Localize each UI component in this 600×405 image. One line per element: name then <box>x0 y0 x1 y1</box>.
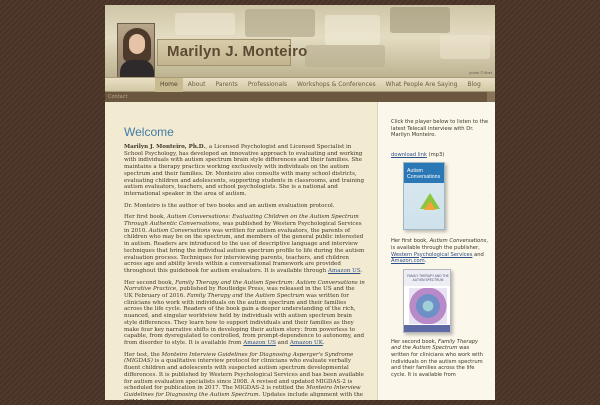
photo-credit: photo © tibet <box>469 70 492 75</box>
main-nav <box>105 77 495 92</box>
book-title: Family Therapy and the Autism Spectrum <box>391 338 479 352</box>
first-book-sidebar-text <box>391 238 489 264</box>
main-content <box>105 102 377 405</box>
download-line <box>391 152 489 159</box>
text: was written for autism evaluators, the parents of children who may be on the spectrum, and members of the general public interested in autism. Readers are introduced to the use of descriptive language and interview techniques that bring the individual autism spectrum profile to life during the autism evaluation process. Techniques for interviewing parents, teachers, and children across age and ability levels within a conversational framework are provided throughout this guidebook for autism evaluators. It is available through <box>124 227 365 274</box>
second-book-paragraph <box>124 280 365 347</box>
text: , is available through the publisher, <box>391 238 488 251</box>
telecall-intro: Click the player below to listen to the latest Telecall interview with Dr. Marilyn Monteiro. <box>391 119 489 139</box>
header-stone-decoration <box>325 15 380 45</box>
text: was written for clinicians who work with individuals on the autism spectrum and their families across the life cycle. Readers of the book gain a deeper understanding of the rich, nuanced, and singular worldview held by individuals with autism spectrum brain style differences. They learn how to support individuals and their families as they make four key narrative shifts in developing their autism story: from powerless to capable, from dysregulated to controlled, from prompt-dependence to autonomy, and from disorder to style. It is available from <box>124 293 365 346</box>
book-title: Autism Conversations <box>429 238 487 245</box>
author-books-paragraph: Dr. Monteiro is the author of two books and an autism evaluation protocol. <box>124 202 335 209</box>
text: Her test, the <box>124 351 162 358</box>
contact-tab[interactable] <box>487 92 495 102</box>
text: Her first book, <box>391 238 430 245</box>
nav-parents[interactable]: Parents <box>215 80 238 88</box>
family-therapy-book-cover[interactable] <box>403 269 451 333</box>
author-name: Marilyn J. Monteiro, Ph.D. <box>124 144 206 150</box>
contact-link[interactable]: Contact <box>108 94 128 100</box>
nav-home[interactable]: Home <box>155 78 183 92</box>
book-title: Autism Conversations: Evaluating Children on the Autism Spectrum Through Authentic Conversations <box>124 214 359 228</box>
amazon-us-link[interactable]: Amazon US <box>327 267 361 274</box>
nav-what-people-are-saying[interactable]: What People Are Saying <box>385 80 458 88</box>
nav-about[interactable]: About <box>187 80 206 88</box>
book-cover-title: Autism Conversations <box>407 168 441 181</box>
text: was written for clinicians who work with individuals on the autism spectrum and their families across the life cycle. It is available from <box>391 345 483 378</box>
text: and <box>472 251 484 258</box>
contact-bar <box>105 92 495 102</box>
page <box>105 5 495 405</box>
sidebar <box>377 102 495 400</box>
intro-paragraph <box>124 144 365 198</box>
header-stone-decoration <box>305 45 385 67</box>
header-stone-decoration <box>390 7 450 33</box>
book-cover-title: FAMILY THERAPY AND THE AUTISM SPECTRUM <box>407 273 449 282</box>
text: , published by Routledge Press, was released in the US and the UK February of 2016. <box>124 286 355 300</box>
site-title[interactable]: Marilyn J. Monteiro <box>167 43 308 60</box>
wps-link[interactable]: Western Psychological Services <box>391 251 473 258</box>
text: . <box>322 339 325 346</box>
text: , was published by Western Psychological Services in 2010. <box>124 221 362 234</box>
migdas-paragraph <box>124 352 365 405</box>
text: . <box>360 267 363 274</box>
text: Her second book, <box>124 279 176 286</box>
autism-conversations-book-cover[interactable] <box>403 162 445 230</box>
test-title: Monteiro Interview Guidelines for Diagnosing the Autism Spectrum <box>124 385 361 398</box>
text: . Updates include alignment with the DSM-5 diagnostic <box>124 391 364 405</box>
page-title: Welcome <box>124 125 174 139</box>
nav-workshops-conferences[interactable]: Workshops & Conferences <box>297 80 376 88</box>
text: Her second book, <box>391 338 438 345</box>
first-book-paragraph <box>124 214 365 274</box>
amazon-link[interactable]: Amazon.com <box>391 258 425 265</box>
nav-blog[interactable]: Blog <box>467 80 481 88</box>
book-title: Family Therapy and the Autism Spectrum: Autism Conversations in Narrative Practice <box>124 279 365 293</box>
test-title: Monteiro Interview Guidelines for Diagnosing Asperger's Syndrome (MIGDAS) <box>124 351 354 365</box>
book-title: Family Therapy and the Autism Spectrum <box>186 293 305 300</box>
book-title: Autism Conversations <box>148 227 211 234</box>
text: Her first book, <box>124 214 167 221</box>
header-stone-decoration <box>245 9 315 37</box>
text: is a qualitative interview protocol for clinicians who evaluate verbally fluent children and adolescents with suspected autism spectrum developmental differences. It is published by Western Psychological Services and has been available for autism evaluation specialists since 2008. A revised and updated MIGDAS-2 is scheduled for publication in 2017. The MIGDAS-2 is retitled the <box>124 358 364 392</box>
text: . <box>424 258 427 265</box>
second-book-sidebar-text <box>391 339 489 379</box>
download-format: (mp3) <box>426 151 445 158</box>
amazon-uk-link[interactable]: Amazon UK <box>289 339 323 346</box>
download-link[interactable]: download link <box>391 151 427 158</box>
amazon-us-link[interactable]: Amazon US <box>243 339 276 346</box>
header-stone-decoration <box>440 35 490 59</box>
text: and <box>275 339 290 346</box>
intro-text: , a Licensed Psychologist and Licensed Specialist in School Psychology, has developed an innovative approach to evaluating and working with individuals with autism spectrum brain style differences and their families. She maintains a therapy practice working exclusively with individuals on the autism spectrum and their families. Dr. Monteiro also consults with many school districts, evaluating children and adolescents, supporting students in classrooms, and training autism evaluators, teachers, and school psychologists. She is a national and international speaker in the area of autism. <box>124 144 365 197</box>
site-header <box>105 5 495 77</box>
header-stone-decoration <box>175 13 235 35</box>
nav-professionals[interactable]: Professionals <box>247 80 287 88</box>
audio-player-area[interactable] <box>391 143 489 152</box>
profile-photo <box>117 23 155 79</box>
